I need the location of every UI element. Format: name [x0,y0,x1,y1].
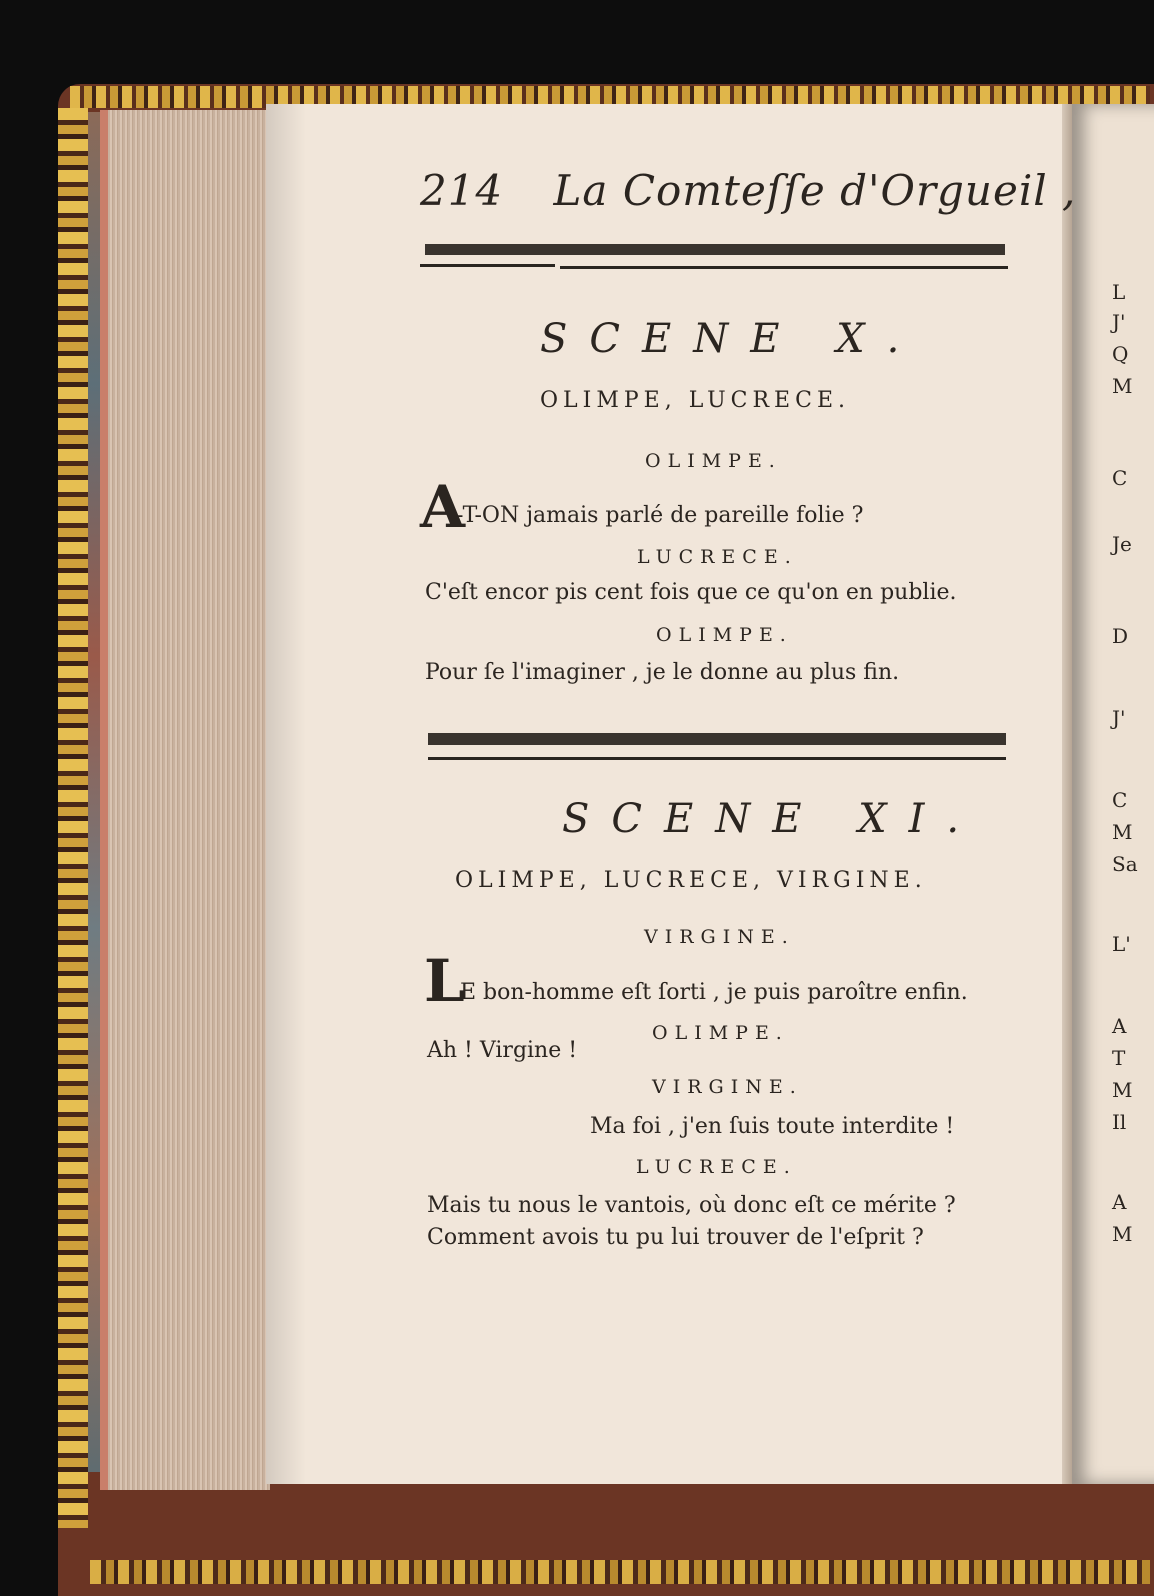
gilt-border-left [58,108,88,1528]
right-page-fragment: A [1112,1014,1127,1038]
page-shadow [266,104,306,1484]
right-page-fragment: T [1112,1046,1126,1070]
speaker-name: OLIMPE. [645,450,782,472]
running-header [420,166,1076,215]
right-page-fragment: Sa [1112,852,1138,876]
right-page-fragment: Je [1112,532,1132,556]
right-page-fragment: C [1112,788,1128,812]
left-page [266,104,1074,1484]
page-block-edges [108,110,270,1490]
scene-persons: OLIMPE, LUCRECE. [540,388,851,413]
verse-line: Pour ſe l'imaginer , je le donne au plus fin. [425,660,900,685]
running-title: La Comteſſe d'Orgueil , [553,166,1077,215]
page-number: 214 [420,166,504,215]
drop-cap: A [420,473,466,541]
scene-title: SCENE X. [540,316,922,362]
verse-line: Mais tu nous le vantois, où donc eſt ce mérite ? [427,1193,956,1218]
verse-line: Ah ! Virgine ! [427,1038,578,1063]
verse-line: E bon-homme eſt ſorti , je puis paroître enfin. [460,980,968,1005]
speaker-name: OLIMPE. [652,1022,789,1044]
right-page-fragment: Q [1112,342,1129,366]
right-page-fragment: J' [1112,706,1126,730]
right-page-fragment: Il [1112,1110,1127,1134]
ornamental-rule [425,244,1005,255]
right-page-fragment: M [1112,1078,1133,1102]
right-page-fragment: J' [1112,310,1126,334]
speaker-name: VIRGINE. [652,1076,803,1098]
right-page-fragment: L [1112,280,1126,304]
ornamental-rule [428,733,1006,745]
verse-line: Ma foi , j'en ſuis toute interdite ! [590,1114,955,1139]
drop-cap: L [424,947,465,1015]
speaker-name: OLIMPE. [656,624,793,646]
right-page-fragment: M [1112,374,1133,398]
scene-title: SCENE XI. [562,796,982,842]
verse-line: -T-ON jamais parlé de pareille folie ? [456,503,864,528]
right-page-fragment: A [1112,1190,1127,1214]
speaker-name: LUCRECE. [636,1156,797,1178]
right-page-fragment: M [1112,1222,1133,1246]
speaker-name: VIRGINE. [644,926,795,948]
scene-persons: OLIMPE, LUCRECE, VIRGINE. [455,868,927,893]
speaker-name: LUCRECE. [637,546,798,568]
rule-short [420,264,555,267]
right-page-fragment: D [1112,624,1129,648]
right-page-fragment: C [1112,466,1128,490]
gilt-border-bottom [90,1560,1150,1584]
verse-line: Comment avois tu pu lui trouver de l'eſprit ? [427,1225,924,1250]
right-page-fragment: L' [1112,932,1131,956]
rule-long [560,266,1008,269]
right-page-fragment: M [1112,820,1133,844]
verse-line: C'eſt encor pis cent fois que ce qu'on en publie. [425,580,957,605]
rule-long [428,757,1006,760]
